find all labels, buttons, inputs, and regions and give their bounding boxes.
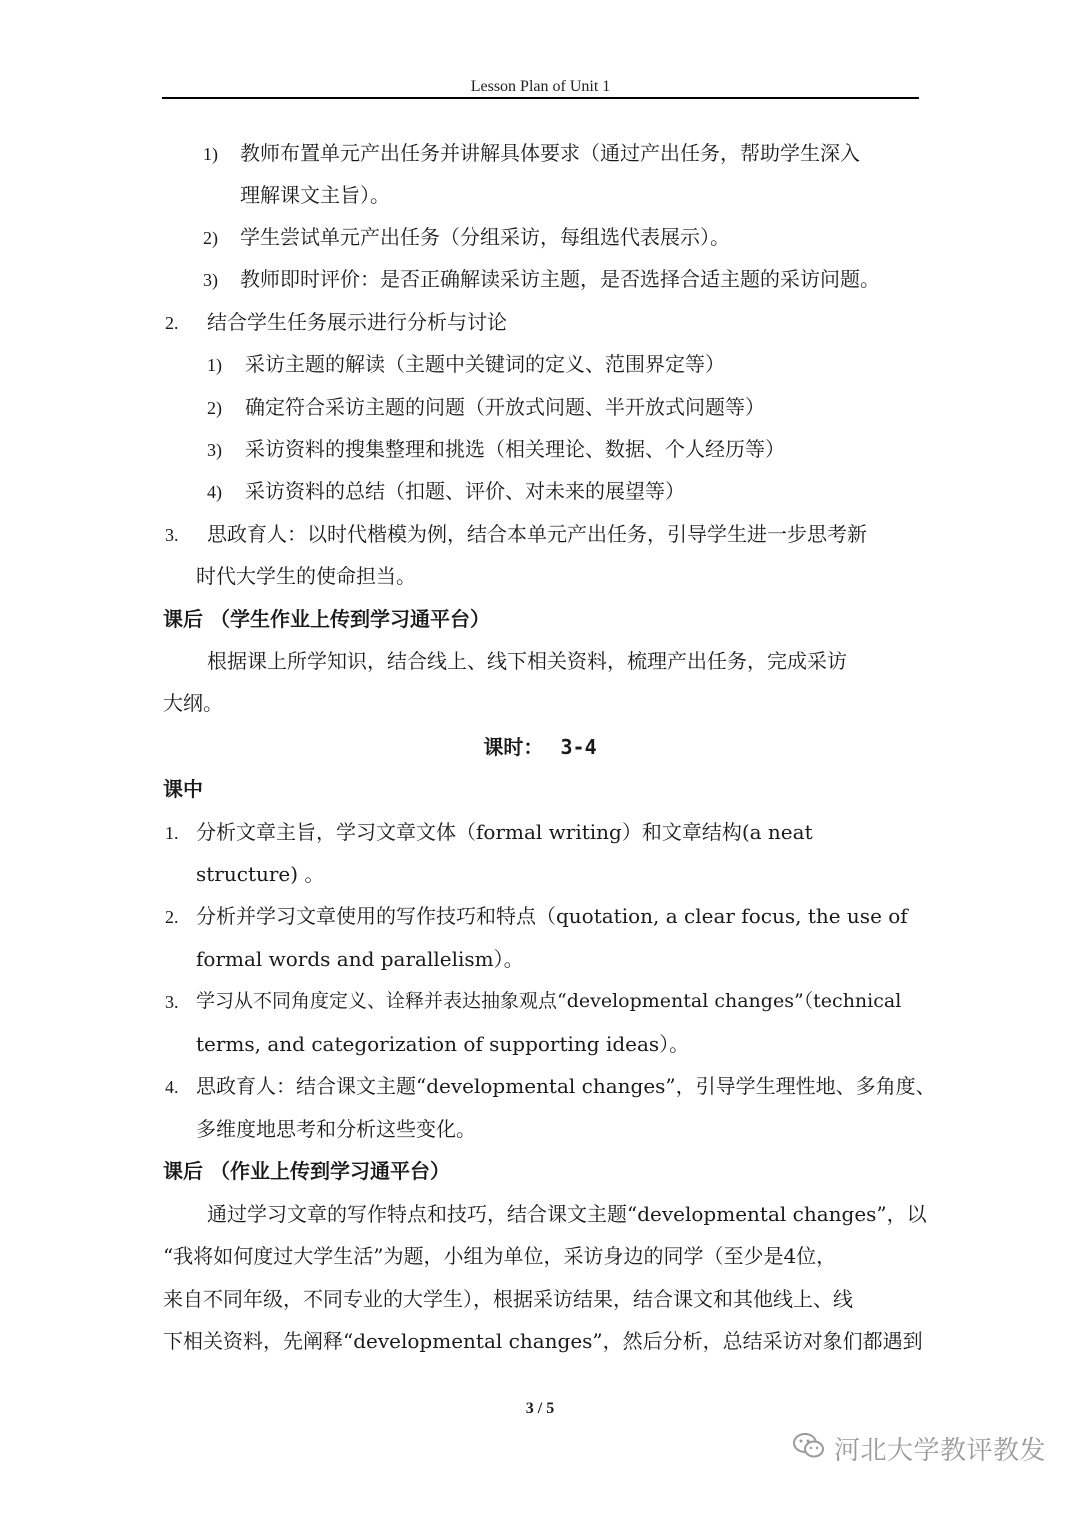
paragraph-line: 来自不同年级，不同专业的大学生），根据采访结果，结合课文和其他线上、线: [163, 1287, 853, 1311]
list-number: 3.: [165, 525, 179, 545]
paragraph-line: 根据课上所学知识，结合线上、线下相关资料，梳理产出任务，完成采访: [207, 649, 847, 673]
list-number: 3): [203, 270, 218, 290]
paragraph-line: “我将如何度过大学生活”为题，小组为单位，采访身边的同学（至少是4位，: [163, 1244, 837, 1268]
list-item-continuation: structure) 。: [196, 862, 325, 886]
watermark: [792, 1428, 1046, 1468]
session-value: 3-4: [560, 735, 597, 759]
list-item: 确定符合采访主题的问题（开放式问题、半开放式问题等）: [245, 395, 765, 419]
wechat-icon: [792, 1431, 826, 1465]
session-heading: [0, 734, 1080, 760]
list-item: 分析文章主旨，学习文章文体（formal writing）和文章结构(a neat: [196, 820, 813, 844]
list-item: 思政育人：结合课文主题“developmental changes”，引导学生理性地、多角度、: [196, 1074, 936, 1098]
page-header: Lesson Plan of Unit 1: [470, 78, 611, 95]
list-item: 采访主题的解读（主题中关键词的定义、范围界定等）: [245, 352, 725, 376]
header-rule: [162, 97, 919, 99]
list-item-continuation: 时代大学生的使命担当。: [196, 564, 416, 588]
list-item: 结合学生任务展示进行分析与讨论: [207, 310, 507, 334]
list-item: 学习从不同角度定义、诠释并表达抽象观点“developmental changes”（technical: [196, 990, 902, 1012]
list-number: 4.: [165, 1077, 179, 1097]
list-item: 采访资料的搜集整理和挑选（相关理论、数据、个人经历等）: [245, 437, 785, 461]
list-number: 3.: [165, 992, 179, 1012]
paragraph-line: 下相关资料，先阐释“developmental changes”，然后分析，总结采访对象们都遇到: [163, 1329, 923, 1353]
list-item-continuation: 多维度地思考和分析这些变化。: [196, 1117, 476, 1141]
list-number: 1): [203, 144, 218, 164]
list-item-continuation: 理解课文主旨）。: [240, 183, 390, 207]
list-number: 1.: [165, 823, 179, 843]
list-item: 采访资料的总结（扣题、评价、对未来的展望等）: [245, 479, 685, 503]
paragraph-line: 通过学习文章的写作特点和技巧，结合课文主题“developmental changes”，以: [207, 1202, 927, 1226]
page-number: 3 / 5: [525, 1400, 555, 1417]
paragraph-line: 大纲。: [163, 691, 223, 715]
list-number: 2): [207, 398, 222, 418]
list-number: 2.: [165, 313, 179, 333]
list-item: 分析并学习文章使用的写作技巧和特点（quotation, a clear focus, the use of: [196, 904, 908, 928]
list-item: 教师即时评价：是否正确解读采访主题，是否选择合适主题的采访问题。: [240, 267, 880, 291]
list-item: 思政育人：以时代楷模为例，结合本单元产出任务，引导学生进一步思考新: [207, 522, 867, 546]
watermark-text: 河北大学教评教发: [834, 1435, 1047, 1466]
list-item-continuation: formal words and parallelism）。: [196, 947, 524, 971]
list-number: 2): [203, 228, 218, 248]
list-number: 2.: [165, 907, 179, 927]
session-label: 课时：: [483, 735, 544, 759]
list-item: 学生尝试单元产出任务（分组采访，每组选代表展示）。: [240, 225, 730, 249]
section-heading-in-class: 课中: [163, 777, 203, 801]
list-item-continuation: terms, and categorization of supporting ideas）。: [196, 1032, 690, 1056]
list-number: 1): [207, 355, 222, 375]
section-heading-after-class: 课后 （学生作业上传到学习通平台）: [163, 607, 490, 631]
list-item: 教师布置单元产出任务并讲解具体要求（通过产出任务，帮助学生深入: [240, 141, 860, 165]
list-number: 3): [207, 440, 222, 460]
list-number: 4): [207, 482, 222, 502]
section-heading-after-class: 课后 （作业上传到学习通平台）: [163, 1159, 450, 1183]
